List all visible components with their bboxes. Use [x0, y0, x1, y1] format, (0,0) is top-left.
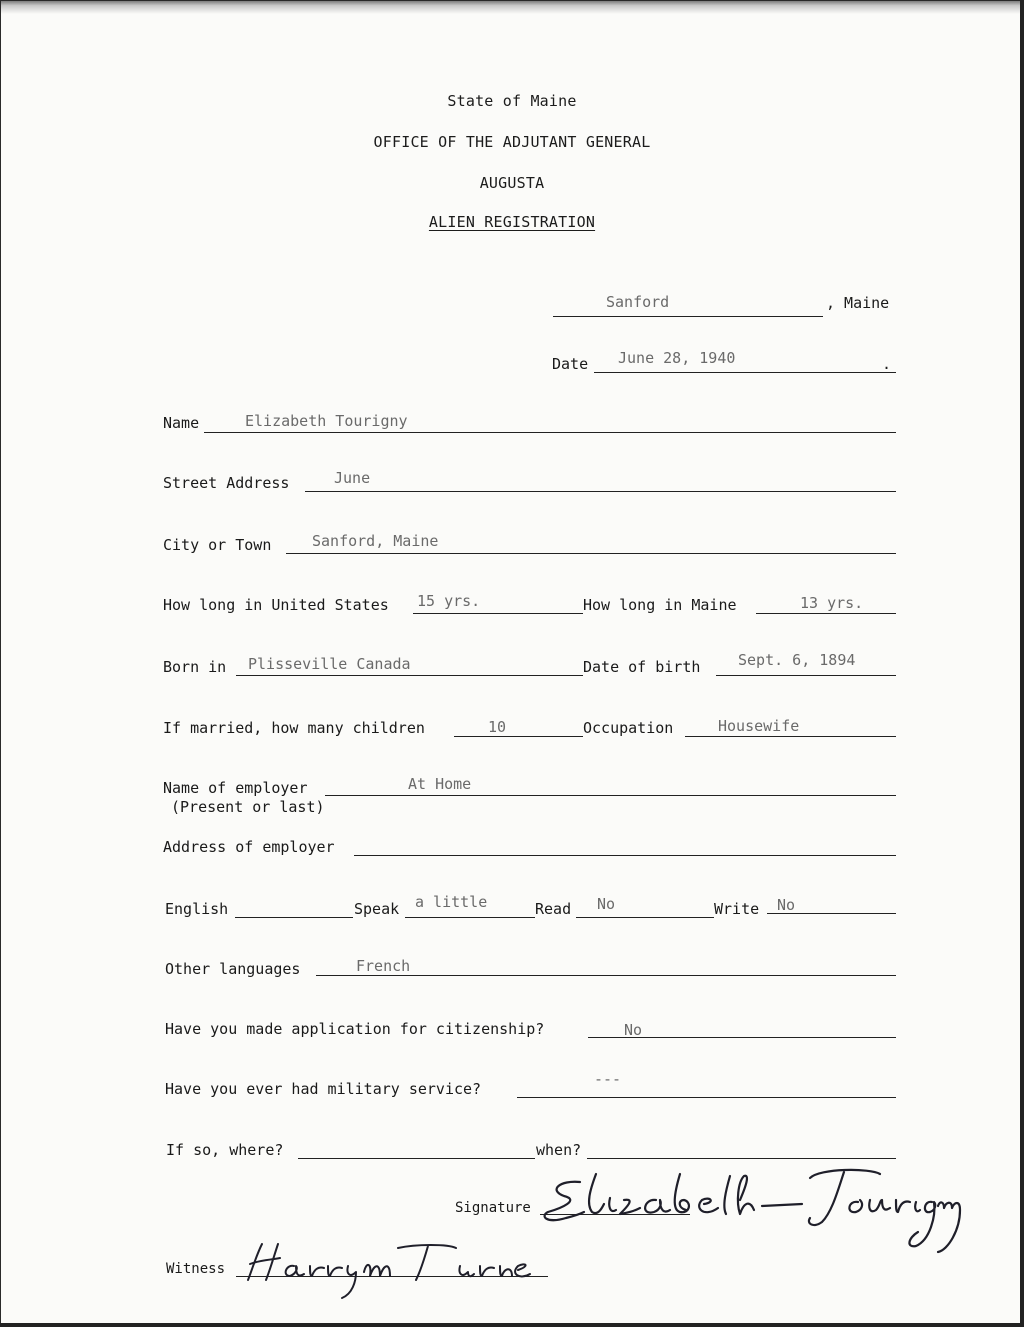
read-line	[576, 917, 714, 918]
citizenship-value: No	[624, 1021, 643, 1039]
speak-label: Speak	[354, 900, 400, 918]
us-years-label: How long in United States	[163, 596, 389, 614]
place-line	[553, 316, 823, 317]
header-city	[0, 174, 1024, 192]
military-value: ---	[594, 1070, 622, 1088]
dob-value: Sept. 6, 1894	[738, 651, 856, 669]
write-label: Write	[714, 900, 760, 918]
where-label: If so, where?	[166, 1141, 284, 1159]
form-title: ALIEN REGISTRATION	[428, 213, 596, 231]
children-value: 10	[488, 718, 507, 736]
city-label: City or Town	[163, 536, 272, 554]
date-end: .	[882, 355, 892, 373]
other-languages-value: French	[356, 957, 411, 975]
born-value: Plisseville Canada	[248, 655, 411, 673]
signature-label: Signature	[455, 1200, 531, 1216]
employer-label: Name of employer	[163, 779, 308, 797]
write-value: No	[777, 896, 796, 914]
witness-handwriting	[238, 1236, 538, 1306]
employer-address-label: Address of employer	[163, 838, 335, 856]
employer-address-line	[354, 855, 896, 856]
where-line	[298, 1158, 535, 1159]
scan-edge-right	[1020, 0, 1024, 1327]
header-office	[0, 133, 1024, 151]
occupation-value: Housewife	[718, 717, 800, 735]
military-line	[517, 1097, 896, 1098]
english-line	[235, 917, 353, 918]
city-text: AUGUSTA	[479, 174, 545, 192]
children-line	[454, 736, 583, 737]
header-state	[0, 92, 1024, 110]
citizenship-label: Have you made application for citizenship?	[165, 1020, 545, 1038]
dob-label: Date of birth	[583, 658, 701, 676]
office-text: OFFICE OF THE ADJUTANT GENERAL	[373, 133, 651, 151]
us-years-value: 15 yrs.	[417, 592, 481, 610]
name-value: Elizabeth Tourigny	[245, 412, 408, 430]
street-line	[305, 491, 896, 492]
signature-handwriting	[540, 1160, 970, 1260]
when-line	[587, 1158, 896, 1159]
speak-value: a little	[415, 893, 488, 911]
witness-label: Witness	[166, 1261, 226, 1277]
read-value: No	[597, 895, 616, 913]
occupation-label: Occupation	[583, 719, 674, 737]
street-label: Street Address	[163, 474, 290, 492]
occupation-line	[685, 736, 896, 737]
employer-value: At Home	[408, 775, 472, 793]
employer-sublabel: (Present or last)	[171, 798, 325, 816]
place-suffix: , Maine	[826, 294, 890, 312]
header-title	[0, 213, 1024, 231]
name-label: Name	[163, 414, 200, 432]
maine-years-label: How long in Maine	[583, 596, 737, 614]
us-years-line	[413, 613, 583, 614]
born-line	[236, 675, 583, 676]
maine-years-value: 13 yrs.	[800, 594, 864, 612]
english-label: English	[165, 900, 229, 918]
other-languages-label: Other languages	[165, 960, 301, 978]
employer-line	[325, 795, 896, 796]
other-languages-line	[316, 975, 896, 976]
when-label: when?	[536, 1141, 582, 1159]
children-label: If married, how many children	[163, 719, 425, 737]
name-line	[204, 432, 896, 433]
state-text: State of Maine	[447, 92, 577, 110]
date-value: June 28, 1940	[618, 349, 736, 367]
date-line	[594, 372, 896, 373]
scan-edge-bottom	[0, 1323, 1024, 1327]
military-label: Have you ever had military service?	[165, 1080, 482, 1098]
read-label: Read	[535, 900, 572, 918]
city-line	[286, 553, 896, 554]
speak-line	[405, 917, 535, 918]
place-value: Sanford	[606, 293, 670, 311]
maine-years-line	[756, 613, 896, 614]
city-value: Sanford, Maine	[312, 532, 439, 550]
date-label: Date	[552, 355, 589, 373]
street-value: June	[334, 469, 371, 487]
dob-line	[716, 675, 896, 676]
born-label: Born in	[163, 658, 227, 676]
